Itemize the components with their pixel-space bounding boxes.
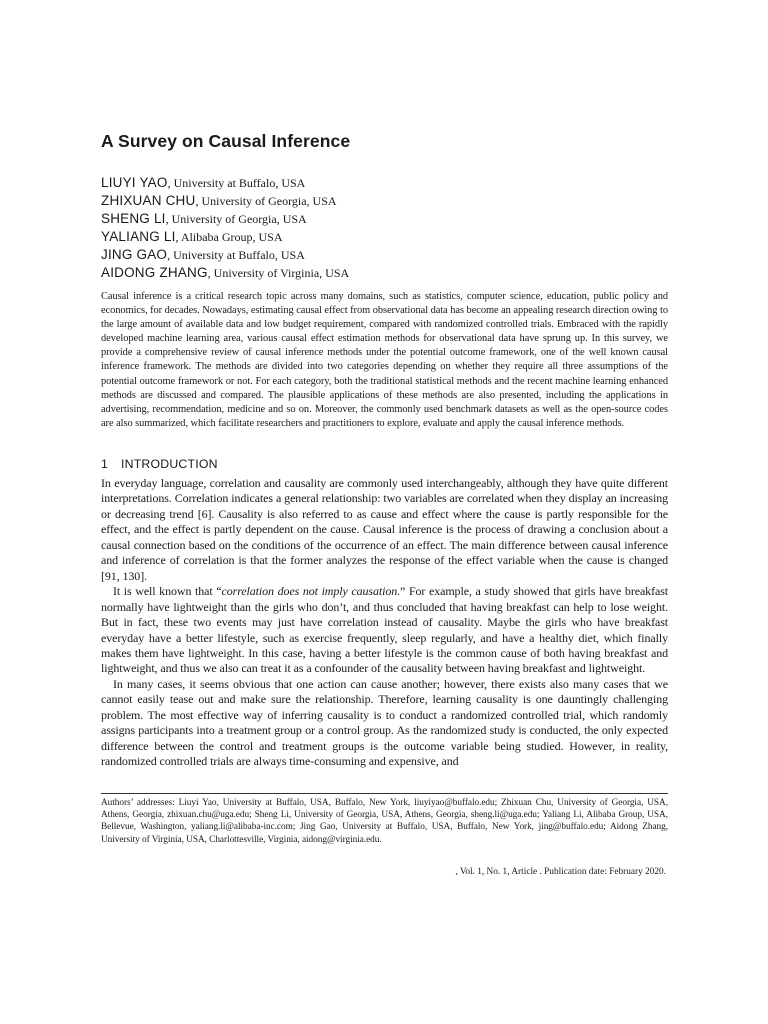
author-entry	[101, 228, 701, 246]
author-list	[101, 174, 701, 282]
author-name: SHENG LI	[101, 211, 166, 226]
body-text	[101, 476, 668, 770]
author-affiliation: , University of Georgia, USA	[195, 194, 337, 208]
author-name: ZHIXUAN CHU	[101, 193, 196, 208]
footnote-divider	[101, 793, 668, 794]
author-name: JING GAO	[101, 247, 168, 262]
author-affiliation: , Alibaba Group, USA	[175, 230, 283, 244]
authors-addresses-footnote: Authors’ addresses: Liuyi Yao, University at Buffalo, USA, Buffalo, New York, liuyiyao@buffalo.edu; Zhixuan Chu, University of Georgia, USA, Athens, Georgia, zhixuan.chu@uga.edu; Sheng Li, University of Georgia, USA, Athens, Georgia, sheng.li@uga.edu; Yaliang Li, Alibaba Group, USA, Bellevue, Washington, yaliang.li@alibaba-inc.com; Jing Gao, University at Buffalo, USA, Buffalo, New York, jing@buffalo.edu; Aidong Zhang, University of Virginia, USA, Charlottesville, Virginia, aidong@virginia.edu.	[101, 798, 668, 845]
author-entry	[101, 174, 701, 192]
author-name: LIUYI YAO	[101, 175, 168, 190]
author-entry	[101, 192, 701, 210]
publication-footer: , Vol. 1, No. 1, Article . Publication date: February 2020.	[455, 867, 666, 877]
author-affiliation: , University of Virginia, USA	[207, 266, 350, 280]
section-title: INTRODUCTION	[121, 457, 218, 471]
author-entry	[101, 210, 701, 228]
author-affiliation: , University at Buffalo, USA	[167, 176, 306, 190]
author-affiliation: , University at Buffalo, USA	[167, 248, 305, 262]
author-name: YALIANG LI	[101, 229, 176, 244]
section-number: 1	[101, 457, 109, 471]
paragraph-3: In many cases, it seems obvious that one action can cause another; however, there exists also many cases that we cannot easily tease out and make sure the relationship. Therefore, learning causality is one dauntingly challenging problem. The most effective way of inferring causality is to conduct a randomized controlled trial, which randomly assigns participants into a treatment group or a control group. As the randomized study is conducted, the only expected difference between the control and treatment groups is the outcome variable being studied. However, in reality, randomized controlled trials are always time-consuming and expensive, and	[101, 676, 668, 769]
paragraph-1: In everyday language, correlation and causality are commonly used interchangeably, although they have quite different interpretations. Correlation indicates a general relationship: two variables are correlated when they display an increasing or decreasing trend [6]. Causality is also referred to as cause and effect where the cause is partly responsible for the effect, and the effect is partly dependent on the cause. Causal inference is the process of drawing a conclusion about a causal connection based on the conditions of the occurrence of an effect. The main difference between causal inference and inference of correlation is that the former analyzes the response of the effect variable when the cause is changed [91, 130].	[101, 476, 668, 583]
author-affiliation: , University of Georgia, USA	[165, 212, 307, 226]
author-entry	[101, 246, 701, 264]
paragraph-2	[101, 584, 668, 677]
abstract: Causal inference is a critical research topic across many domains, such as statistics, computer science, education, public policy and economics, for decades. Nowadays, estimating causal effect from observational data has become an appealing research direction owing to the large amount of available data and low budget requirement, compared with randomized controlled trials. Embraced with the rapidly developed machine learning area, various causal effect estimation methods for observational data have sprung up. In this survey, we provide a comprehensive review of causal inference methods under the potential outcome framework, one of the well known causal inference framework. The methods are divided into two categories depending on whether they require all three assumptions of the potential outcome framework or not. For each category, both the traditional statistical methods and the recent machine learning enhanced methods are discussed and compared. The plausible applications of these methods are also presented, including the applications in advertising, recommendation, medicine and so on. Moreover, the commonly used benchmark datasets as well as the open-source codes are also summarized, which facilitate researchers and practitioners to explore, evaluate and apply the causal inference methods.	[101, 291, 668, 429]
paragraph-2-lead: It is well known that “	[113, 584, 222, 599]
paper-title: A Survey on Causal Inference	[101, 131, 351, 151]
author-name: AIDONG ZHANG	[101, 265, 208, 280]
paragraph-2-rest: .” For example, a study showed that girls have breakfast normally have lightweight than the girls who don’t, and thus concluded that having breakfast can help to lose weight. But in fact, these two events may just have correlation instead of causality. Maybe the girls who have breakfast everyday have a better lifestyle, such as exercise frequently, sleep regularly, and have a healthy diet, which finally makes them have lightweight. In this case, having a better lifestyle is the common cause of both having breakfast and lightweight, and thus we also can treat it as a confounder of the causality between having breakfast and lightweight.	[101, 584, 668, 676]
italic-quote: correlation does not imply causation	[221, 584, 398, 599]
author-entry	[101, 264, 701, 282]
section-heading	[101, 457, 218, 471]
